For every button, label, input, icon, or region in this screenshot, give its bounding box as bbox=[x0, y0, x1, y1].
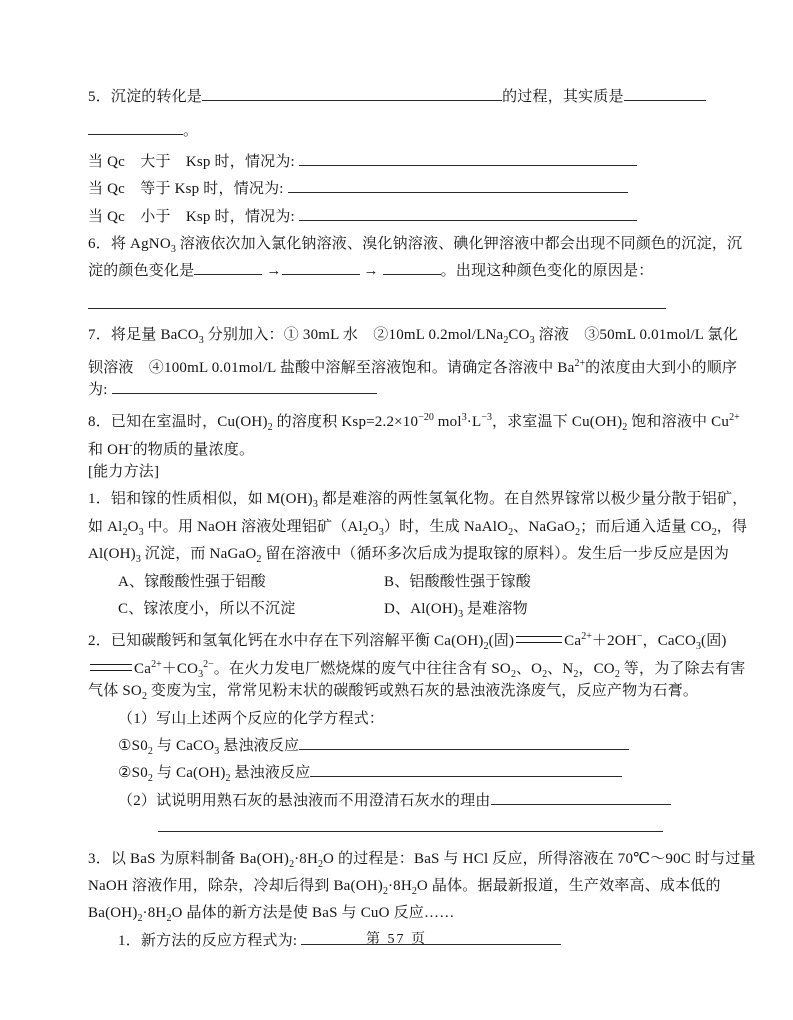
text-segment: 8．已知在室温时，Cu(OH) bbox=[88, 414, 268, 431]
equilibrium-symbol bbox=[516, 634, 562, 646]
answer-blank-line bbox=[88, 292, 716, 319]
text-segment: D、Al(OH) bbox=[384, 601, 459, 618]
answer-blank bbox=[194, 259, 262, 275]
question-3-line bbox=[88, 846, 756, 873]
text-segment: 1．铝和镓的性质相似，如 M(OH) bbox=[88, 491, 313, 508]
text-segment: ＋CO bbox=[161, 660, 199, 677]
text-segment: O 晶体。据最新报道，生产效率高、成本低的 bbox=[416, 877, 721, 894]
subscript: 2 bbox=[267, 422, 273, 434]
question-3-line bbox=[88, 900, 716, 927]
text-segment: ，求室温下 Cu(OH) bbox=[491, 414, 623, 431]
text-segment: ，CaCO bbox=[642, 633, 697, 650]
subscript: 2 bbox=[289, 858, 295, 870]
text-segment: 分别加入：① 30mL 水 ②10mL 0.2mol/LNa bbox=[203, 327, 504, 344]
answer-blank bbox=[299, 734, 629, 750]
superscript: −3 bbox=[481, 412, 492, 424]
superscript: 2− bbox=[203, 658, 214, 670]
equation-blank-line bbox=[88, 733, 716, 760]
text-segment: 是难溶物 bbox=[463, 601, 528, 618]
superscript: − bbox=[636, 631, 643, 643]
subscript: 2 bbox=[622, 422, 628, 434]
text-segment: O 晶体的新方法是使 BaS 与 CuO 反应…… bbox=[171, 905, 455, 922]
text-segment: ）时，生成 NaAlO bbox=[383, 518, 509, 535]
text-segment: 钡溶液 ④100mL 0.01mol/L 盐酸中溶解至溶液饱和。请确定各溶液中 Ba bbox=[88, 359, 575, 376]
text-segment: 当 Qc 小于 Ksp 时，情况为: bbox=[88, 208, 299, 225]
superscript: 3 bbox=[461, 412, 467, 424]
question-2-line bbox=[88, 678, 716, 705]
equation-blank-line bbox=[88, 760, 716, 787]
text-segment: 留在溶液中（循环多次后成为提取镓的原料）。发生后一步反应是因为 bbox=[261, 546, 730, 563]
text-segment: ①S0 bbox=[118, 737, 148, 754]
text-segment: 与 Ca(OH) bbox=[152, 765, 226, 782]
question-2-line bbox=[88, 651, 746, 680]
question-6-line bbox=[88, 231, 743, 258]
text-segment: C、镓浓度小，所以不沉淀 bbox=[118, 601, 296, 618]
answer-blank bbox=[202, 85, 502, 101]
question-8-line bbox=[88, 404, 740, 434]
text-segment: ，CO bbox=[578, 660, 615, 677]
subscript: 2 bbox=[256, 554, 262, 566]
subscript: 2 bbox=[166, 913, 172, 925]
text-segment: 的过程，其实质是 bbox=[502, 89, 624, 105]
text-segment: O bbox=[367, 518, 379, 535]
answer-blank bbox=[310, 761, 622, 777]
text-segment: Al(OH) bbox=[88, 546, 136, 563]
question-7-line bbox=[88, 377, 716, 404]
subscript: 2 bbox=[575, 526, 581, 538]
subscript: 2 bbox=[508, 526, 514, 538]
subscript: 3 bbox=[198, 668, 204, 680]
document-body bbox=[88, 84, 756, 955]
text-segment: [能力方法] bbox=[88, 464, 160, 481]
answer-blank-line bbox=[88, 815, 716, 842]
text-segment: ·L bbox=[466, 414, 482, 431]
text-segment: 沉淀，而 NaGaO bbox=[140, 546, 257, 563]
text-segment: ·8H bbox=[387, 877, 412, 894]
question-5-line bbox=[88, 84, 716, 111]
answer-blank bbox=[288, 177, 628, 193]
question-7-line bbox=[88, 350, 738, 377]
superscript: 2+ bbox=[574, 357, 586, 369]
answer-blank bbox=[299, 205, 637, 221]
superscript: 2+ bbox=[581, 631, 592, 643]
text-segment: B、铝酸酸性强于镓酸 bbox=[384, 573, 532, 590]
text-segment: 。在火力发电厂燃烧煤的废气中往往含有 SO bbox=[213, 660, 511, 677]
text-segment: 与 CaCO bbox=[152, 737, 215, 754]
subscript: 2 bbox=[573, 668, 579, 680]
text-segment: 气体 SO bbox=[88, 683, 142, 700]
section-header bbox=[88, 459, 716, 486]
text-segment: 7．将足量 BaCO bbox=[88, 327, 199, 344]
text-segment: 和 OH bbox=[88, 441, 130, 458]
subscript: 3 bbox=[529, 335, 535, 347]
subscript: 2 bbox=[318, 858, 324, 870]
option-row-cd bbox=[88, 596, 716, 623]
text-segment: 。 bbox=[183, 123, 199, 140]
text-segment: 、O bbox=[515, 660, 543, 677]
answer-blank bbox=[299, 150, 637, 166]
text-segment: Ca bbox=[134, 660, 152, 677]
text-segment: NaOH 溶液作用，除杂，冷却后得到 Ba(OH) bbox=[88, 877, 383, 894]
equilibrium-symbol bbox=[90, 662, 132, 674]
text-segment: ；而后通入适量 CO bbox=[580, 518, 712, 535]
text-segment: 1．新方法的反应方程式为: bbox=[118, 932, 302, 949]
answer-blank bbox=[88, 293, 666, 309]
text-segment: ，得 bbox=[716, 518, 748, 535]
text-segment: 悬浊液反应 bbox=[219, 737, 300, 754]
subscript: 3 bbox=[696, 641, 702, 653]
text-segment: （2）试说明用熟石灰的悬浊液而不用澄清石灰水的理由 bbox=[118, 792, 491, 809]
text-segment: 3．以 BaS 为原料制备 Ba(OH) bbox=[88, 850, 290, 867]
text-segment: 为: bbox=[88, 381, 112, 398]
text-segment: 、NaGaO bbox=[513, 518, 576, 535]
question-8-line bbox=[88, 432, 716, 459]
question-1-line bbox=[88, 486, 748, 513]
answer-blank bbox=[491, 789, 671, 805]
superscript: 2+ bbox=[729, 412, 740, 424]
subscript: 2 bbox=[614, 668, 620, 680]
text-segment: 当 Qc 大于 Ksp 时，情况为: bbox=[88, 153, 299, 170]
subscript: 2 bbox=[122, 526, 128, 538]
text-segment: A、镓酸酸性强于铝酸 bbox=[118, 573, 266, 590]
text-segment: 当 Qc 等于 Ksp 时，情况为: bbox=[88, 181, 288, 198]
question-3-line bbox=[88, 873, 721, 900]
subscript: 2 bbox=[483, 641, 489, 653]
text-segment: 淀的颜色变化是 bbox=[88, 263, 195, 280]
text-segment: O 的过程是：BaS 与 HCl 反应，所得溶液在 70℃～90C 时与过量 bbox=[323, 850, 756, 867]
superscript: 2+ bbox=[151, 658, 162, 670]
subscript: 3 bbox=[458, 609, 464, 621]
text-segment: （1）写山上述两个反应的化学方程式： bbox=[118, 710, 385, 727]
qc-greater-line bbox=[88, 149, 716, 176]
answer-blank bbox=[624, 85, 706, 101]
subscript: 2 bbox=[382, 885, 388, 897]
subscript: 2 bbox=[503, 335, 509, 347]
text-segment: 、N bbox=[547, 660, 574, 677]
text-segment: mol bbox=[433, 414, 462, 431]
text-segment: 等，为了除去有害 bbox=[619, 660, 746, 677]
text-segment: 都是难溶的两性氢氧化物。在自然界镓常以极少量分散于铝矿， bbox=[317, 491, 748, 508]
text-segment: 变废为宝，常常见粉末状的碳酸钙或熟石灰的悬浊液洗涤废气，反应产物为石膏。 bbox=[146, 683, 699, 700]
question-2-line bbox=[88, 623, 727, 653]
text-segment: ·8H bbox=[142, 905, 167, 922]
question-7-line bbox=[88, 322, 738, 349]
answer-blank bbox=[88, 119, 183, 135]
subscript: 3 bbox=[378, 526, 384, 538]
subscript: 3 bbox=[214, 745, 220, 757]
text-segment: 悬浊液反应 bbox=[230, 765, 311, 782]
text-segment: 的溶度积 Ksp=2.2×10 bbox=[272, 414, 419, 431]
question-6-line bbox=[88, 258, 716, 285]
answer-blank bbox=[158, 816, 663, 832]
subscript: 3 bbox=[138, 526, 144, 538]
subscript: 2 bbox=[362, 526, 368, 538]
subscript: 3 bbox=[198, 335, 204, 347]
text-segment: 溶液依次加入氯化钠溶液、溴化钠溶液、碘化钾溶液中都会出现不同颜色的沉淀，沉 bbox=[175, 235, 743, 252]
question-5-line bbox=[88, 118, 716, 145]
answer-blank bbox=[282, 259, 360, 275]
subscript: 2 bbox=[542, 668, 548, 680]
text-segment: 5．沉淀的转化是 bbox=[88, 89, 203, 105]
text-segment: → bbox=[359, 263, 383, 280]
subscript: 2 bbox=[147, 745, 153, 757]
subscript: 3 bbox=[312, 499, 318, 511]
text-segment: 6．将 AgNO bbox=[88, 235, 171, 252]
text-segment: 中。用 NaOH 溶液处理铝矿（Al bbox=[143, 518, 363, 535]
text-segment: O bbox=[127, 518, 139, 535]
text-segment: ·8H bbox=[294, 850, 319, 867]
subscript: 2 bbox=[137, 913, 143, 925]
subscript: 2 bbox=[147, 773, 153, 785]
subscript: 2 bbox=[510, 668, 516, 680]
text-segment: (固) bbox=[701, 633, 727, 650]
text-segment: → bbox=[262, 263, 282, 280]
subscript: 2 bbox=[711, 526, 717, 538]
question-2-sub2 bbox=[88, 788, 716, 815]
option-row-ab bbox=[88, 569, 716, 596]
text-segment: Ca bbox=[564, 633, 582, 650]
question-1-line bbox=[88, 541, 730, 568]
subscript: 2 bbox=[141, 691, 147, 703]
text-segment: 溶液 ③50mL 0.01mol/L 氯化 bbox=[534, 327, 738, 344]
answer-blank bbox=[383, 259, 441, 275]
text-segment: 如 Al bbox=[88, 518, 123, 535]
text-segment: 。出现这种颜色变化的原因是： bbox=[440, 263, 654, 280]
text-segment: ＋2OH bbox=[591, 633, 637, 650]
text-segment: (固) bbox=[488, 633, 515, 650]
superscript: - bbox=[129, 439, 133, 451]
text-segment: 饱和溶液中 Cu bbox=[627, 414, 730, 431]
text-segment: 的浓度由大到小的顺序 bbox=[585, 359, 738, 376]
qc-less-line bbox=[88, 204, 716, 231]
subscript: 3 bbox=[135, 554, 141, 566]
subscript: 2 bbox=[411, 885, 417, 897]
text-segment: 的物质的量浓度。 bbox=[132, 441, 255, 458]
subscript: 3 bbox=[170, 243, 176, 255]
question-2-sub1 bbox=[88, 706, 716, 733]
text-segment: Ba(OH) bbox=[88, 905, 138, 922]
superscript: −20 bbox=[418, 412, 434, 424]
page-footer: 第 57 页 bbox=[366, 932, 427, 947]
text-segment: 2．已知碳酸钙和氢氧化钙在水中存在下列溶解平衡 Ca(OH) bbox=[88, 633, 484, 650]
question-1-line bbox=[88, 514, 748, 541]
subscript: 2 bbox=[225, 773, 231, 785]
answer-blank bbox=[112, 378, 377, 394]
text-segment: ②S0 bbox=[118, 765, 148, 782]
text-segment: CO bbox=[508, 327, 530, 344]
qc-equal-line bbox=[88, 176, 716, 203]
